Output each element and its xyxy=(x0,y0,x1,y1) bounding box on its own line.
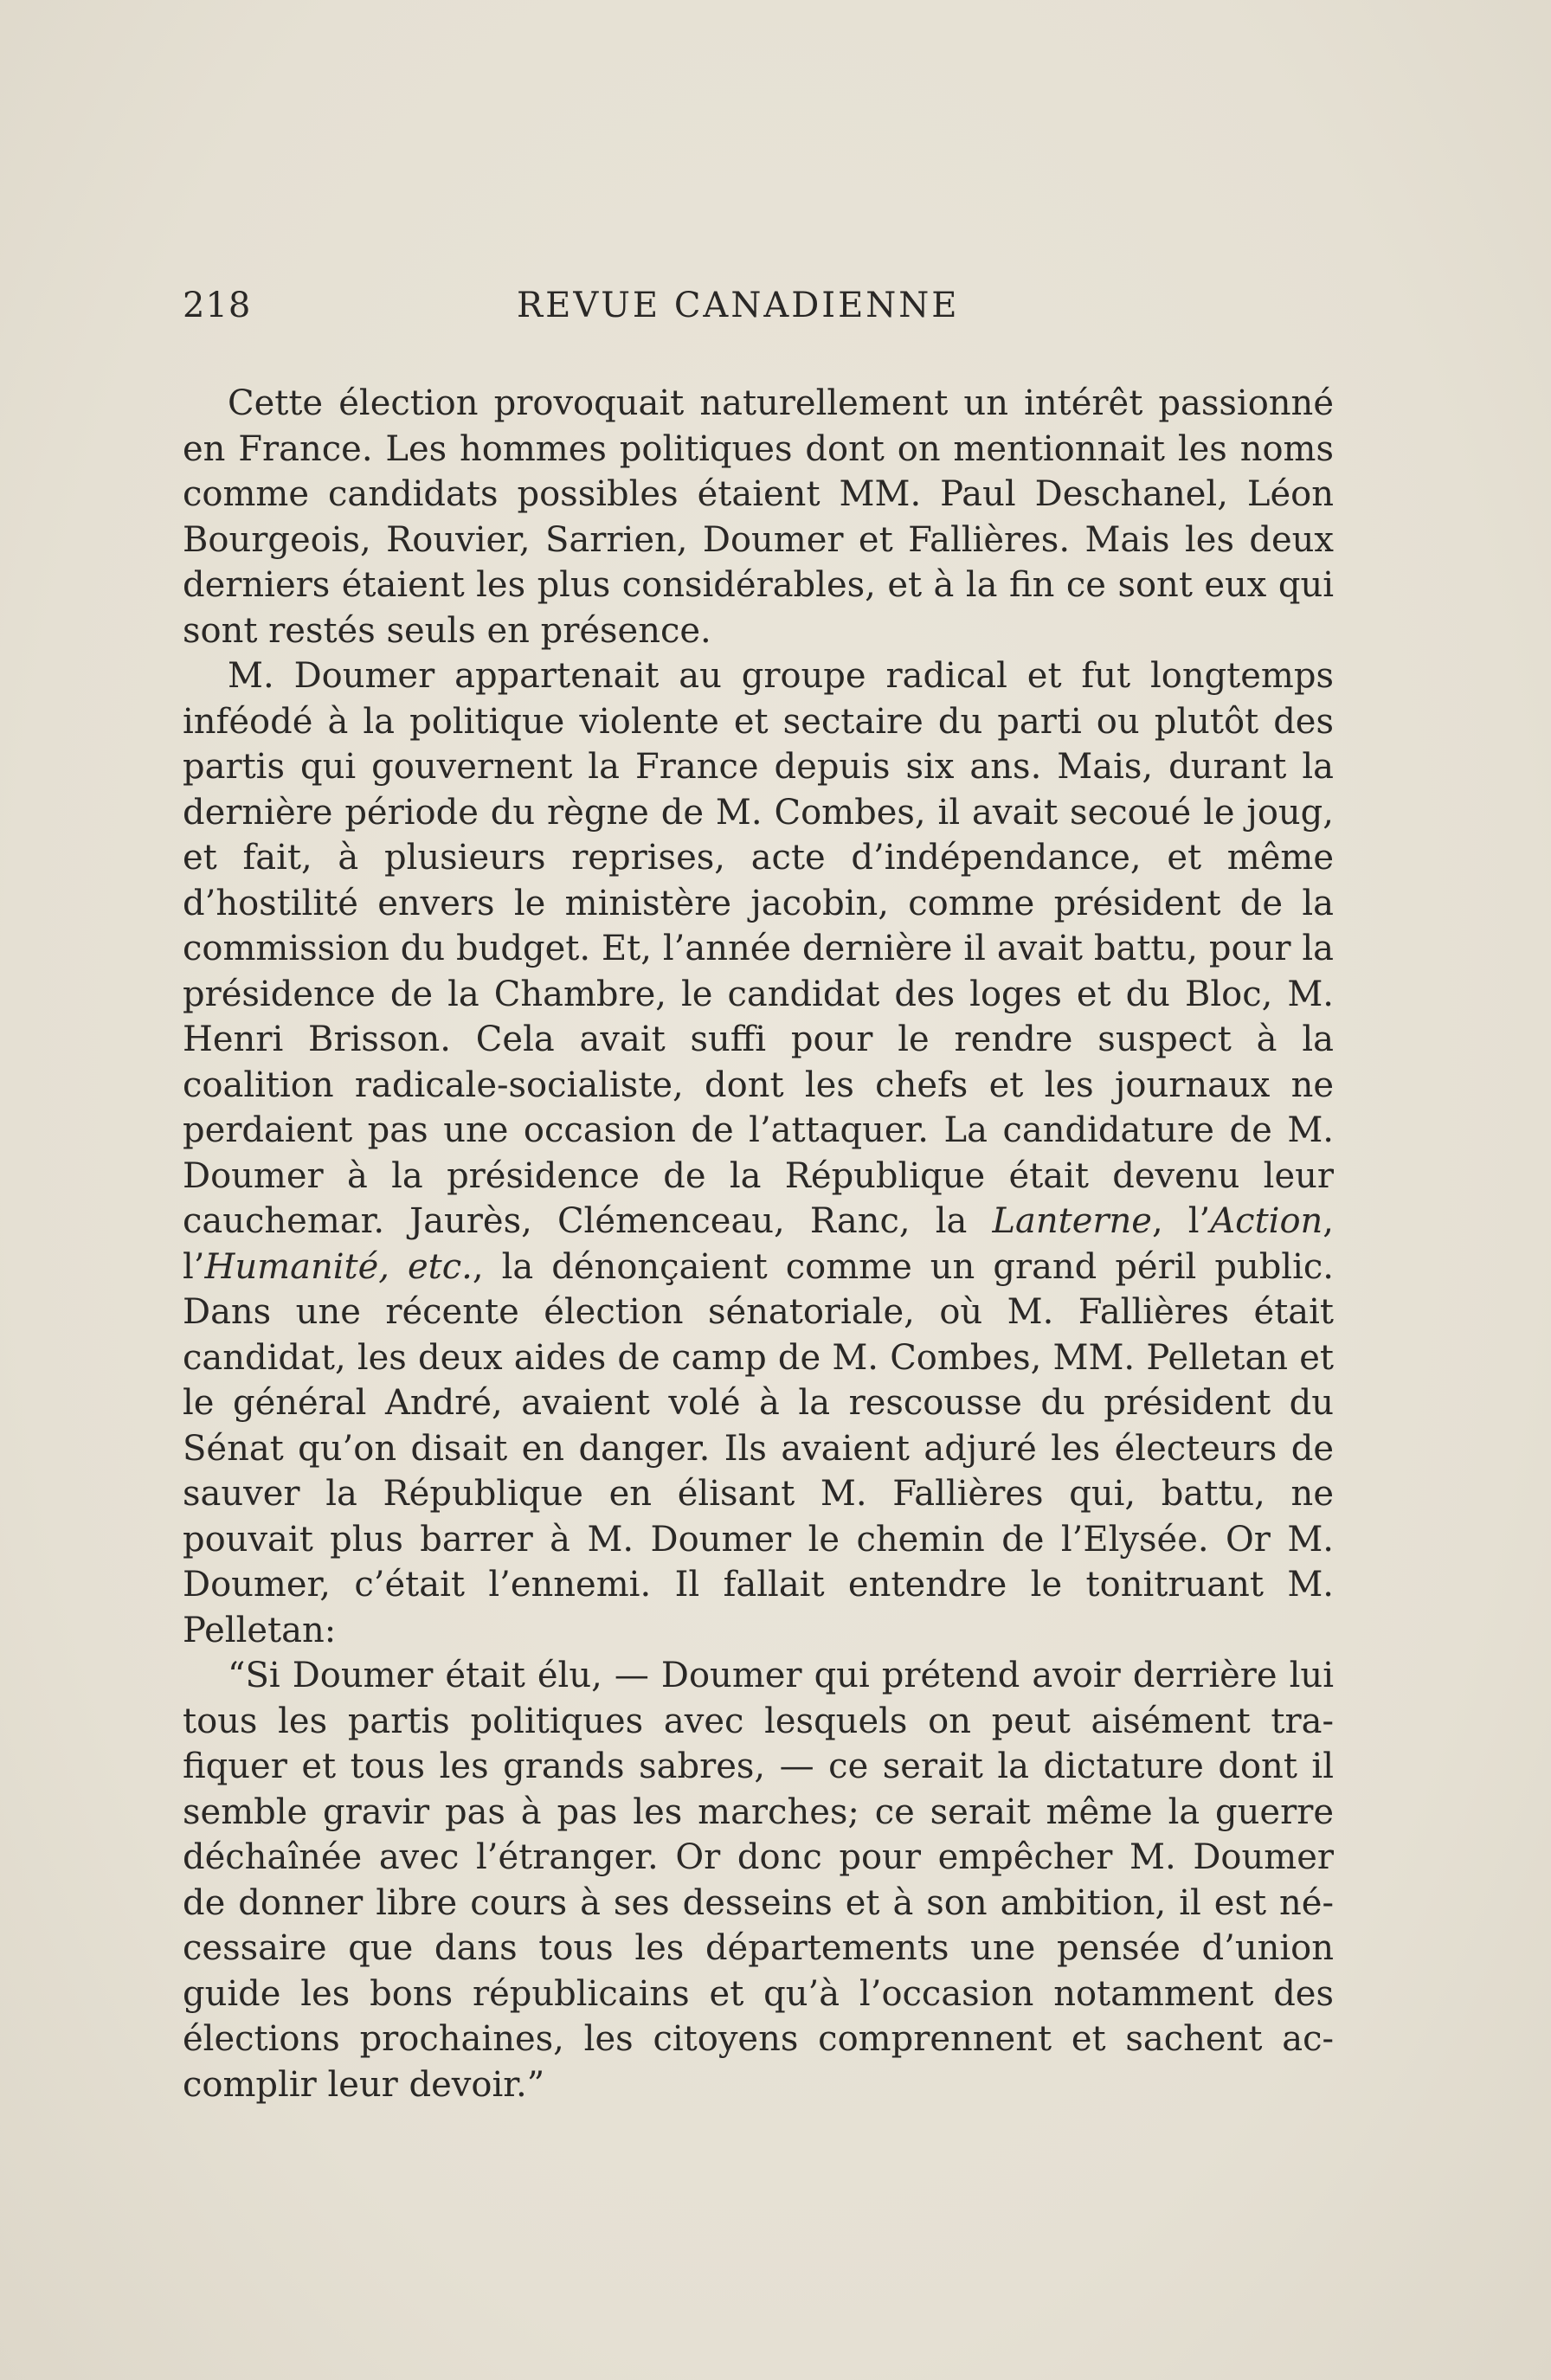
text-run: M. Doumer appartenait au groupe radical et fut longtemps inféodé à la politique violente et sectaire du parti ou plutôt des partis qui gouvernent la France depuis six ans. Mais, durant la dernière période du règne de M. Combes, il avait secoué le joug, et fait, à plusieurs reprises, acte d’indépendance, et même d’hostilité envers le ministère jacobin, comme président de la commission du budget. Et, l’année dernière il avait battu, pour la présidence de la Chambre, le candidat des loges et du Bloc, M. Henri Brisson. Cela avait suffi pour le rendre suspect à la coalition radicale-socialiste, dont les chefs et les journaux ne perdaient pas une occasion de l’attaquer. La candidature de M. Doumer à la présidence de la République était devenu leur cauchemar. Jaurès, Clémenceau, Ranc, la xyxy=(183,656,1334,1241)
page-header xyxy=(183,286,1360,338)
paragraph-quotation xyxy=(183,1653,1334,2107)
text-run: , l’ xyxy=(1151,1201,1211,1241)
text-run: , la dénonçaient comme un grand péril public. Dans une récente élection sénatoriale, où M. Fallières était candidat, les deux aides de camp de M. Combes, MM. Pelletan et le général André, avaient volé à la rescousse du président du Sénat qu’on disait en danger. Ils avaient adjuré les électeurs de sauver la République en élisant M. Fallières qui, battu, ne pouvait plus barrer à M. Doumer le chemin de l’Elysée. Or M. Doumer, c’était l’ennemi. Il fallait entendre le tonitruant M. Pelletan: xyxy=(183,1246,1335,1650)
page-number: 218 xyxy=(183,286,252,325)
paragraph-doumer xyxy=(183,653,1334,1653)
text-run: “Si Doumer était élu, — Doumer qui prétend avoir derrière lui tous les partis politiques avec lesquels on peut aisément trafiquer et tous les grands sabres, — ce serait la dictature dont il semble gravir pas à pas les marches; ce serait même la guerre déchaînée avec l’étranger. Or donc pour empêcher M. Doumer de donner libre cours à ses desseins et à son ambition, il est nécessaire que dans tous les départements une pensée d’union guide les bons républicains et qu’à l’occasion notamment des élections prochaines, les citoyens comprennent et sachent accomplir leur devoir.” xyxy=(183,1656,1334,2105)
text-run: , l’ xyxy=(183,1201,1334,1287)
text-run: Cette élection provoquait naturellement un intérêt passionné en France. Les hommes politiques dont on mentionnait les noms comme candidats possibles étaient MM. Paul Deschanel, Léon Bourgeois, Rouvier, Sarrien, Doumer et Fallières. Mais les deux derniers étaient les plus considérables, et à la fin ce sont eux qui sont restés seuls en présence. xyxy=(183,383,1334,651)
journal-title-humanite: Humanité, etc. xyxy=(204,1246,473,1287)
paragraph-election xyxy=(183,381,1334,653)
body-text xyxy=(183,381,1334,2107)
journal-title-lanterne: Lanterne xyxy=(992,1201,1152,1241)
journal-title-action: Action xyxy=(1210,1201,1323,1241)
running-title: REVUE CANADIENNE xyxy=(517,286,960,325)
